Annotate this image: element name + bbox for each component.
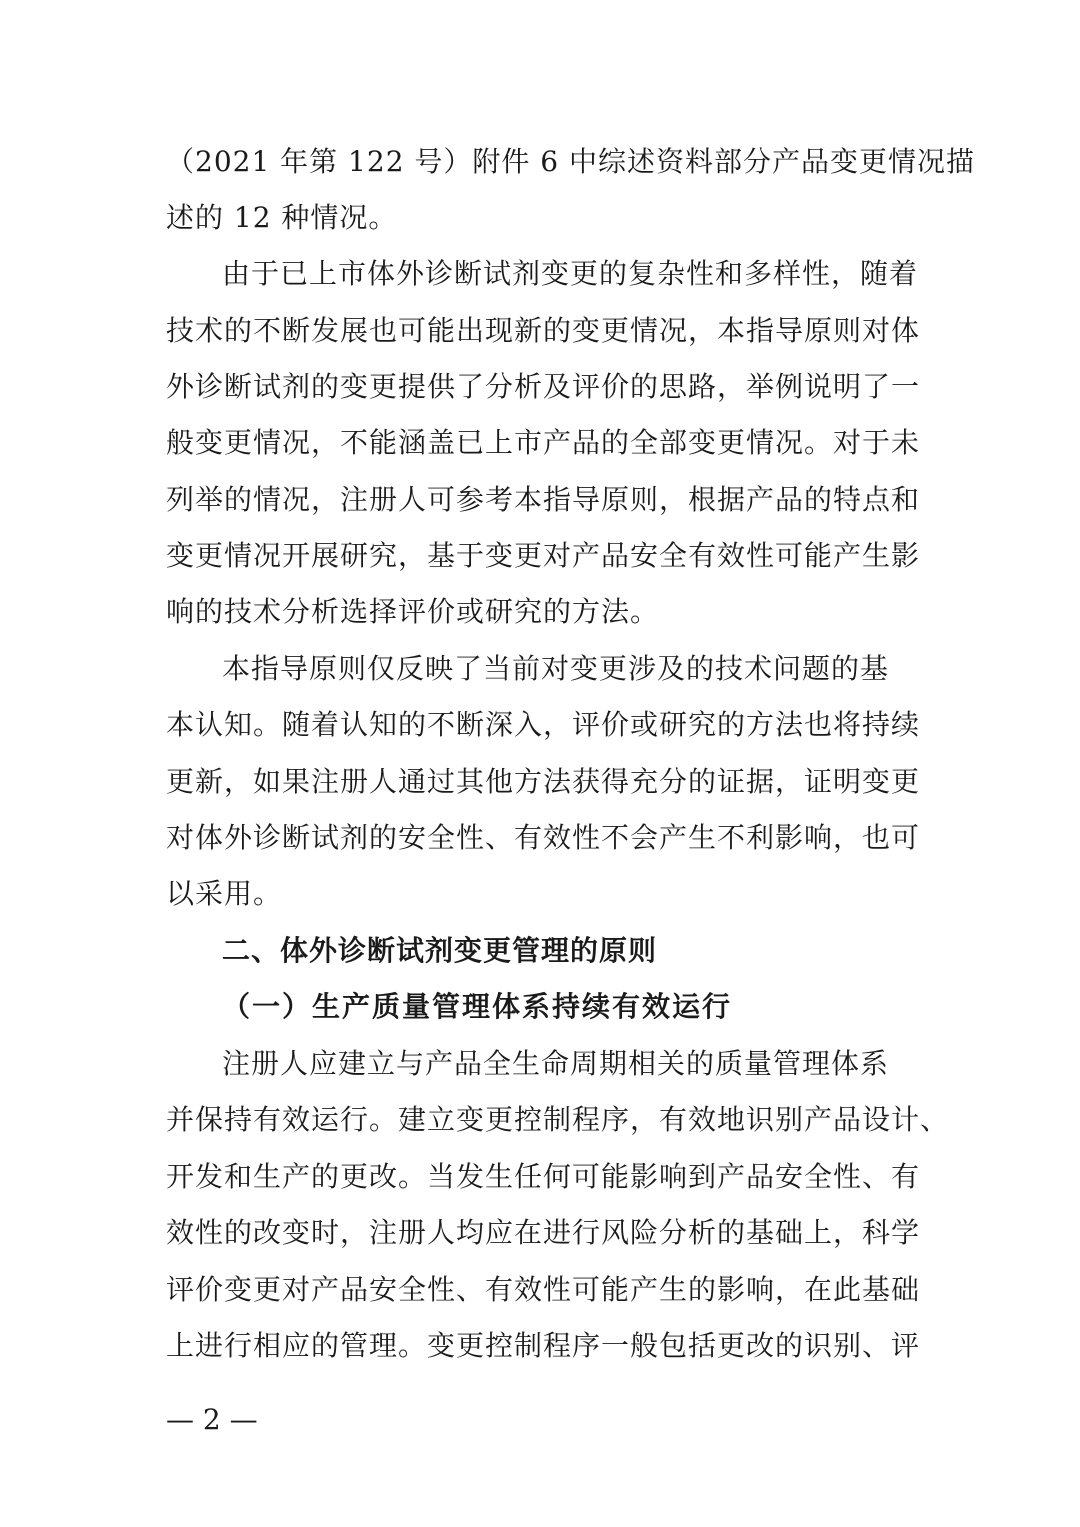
paragraph-line: 注册人应建立与产品全生命周期相关的质量管理体系 bbox=[222, 1047, 890, 1080]
paragraph-line: 般变更情况，不能涵盖已上市产品的全部变更情况。对于未 bbox=[166, 426, 921, 459]
paragraph-line: 外诊断试剂的变更提供了分析及评价的思路，举例说明了一 bbox=[166, 370, 921, 403]
paragraph-line: 评价变更对产品安全性、有效性可能产生的影响，在此基础 bbox=[166, 1273, 921, 1306]
paragraph-line: 上进行相应的管理。变更控制程序一般包括更改的识别、评 bbox=[166, 1329, 921, 1362]
paragraph-line: 效性的改变时，注册人均应在进行风险分析的基础上，科学 bbox=[166, 1216, 921, 1249]
subsection-heading: （一）生产质量管理体系持续有效运行 bbox=[222, 990, 733, 1023]
paragraph-line: 响的技术分析选择评价或研究的方法。 bbox=[166, 595, 660, 628]
paragraph-line: 列举的情况，注册人可参考本指导原则，根据产品的特点和 bbox=[166, 483, 921, 516]
paragraph-line: 述的 12 种情况。 bbox=[166, 201, 398, 234]
paragraph-line: 开发和生产的更改。当发生任何可能影响到产品安全性、有 bbox=[166, 1160, 921, 1193]
paragraph-line: 变更情况开展研究，基于变更对产品安全有效性可能产生影 bbox=[166, 539, 921, 572]
paragraph-line: 以采用。 bbox=[166, 877, 283, 910]
paragraph-line: 本指导原则仅反映了当前对变更涉及的技术问题的基 bbox=[222, 652, 890, 685]
paragraph-line: 由于已上市体外诊断试剂变更的复杂性和多样性，随着 bbox=[222, 257, 919, 290]
paragraph-line: 对体外诊断试剂的安全性、有效性不会产生不利影响，也可 bbox=[166, 821, 921, 854]
paragraph-line: （2021 年第 122 号）附件 6 中综述资料部分产品变更情况描 bbox=[166, 145, 976, 178]
paragraph-line: 技术的不断发展也可能出现新的变更情况，本指导原则对体 bbox=[166, 314, 921, 347]
paragraph-line: 本认知。随着认知的不断深入，评价或研究的方法也将持续 bbox=[166, 708, 921, 741]
page-number: — 2 — bbox=[166, 1403, 258, 1436]
paragraph-line: 更新，如果注册人通过其他方法获得充分的证据，证明变更 bbox=[166, 765, 921, 798]
section-heading: 二、体外诊断试剂变更管理的原则 bbox=[222, 934, 658, 967]
paragraph-line: 并保持有效运行。建立变更控制程序，有效地识别产品设计、 bbox=[166, 1103, 950, 1136]
